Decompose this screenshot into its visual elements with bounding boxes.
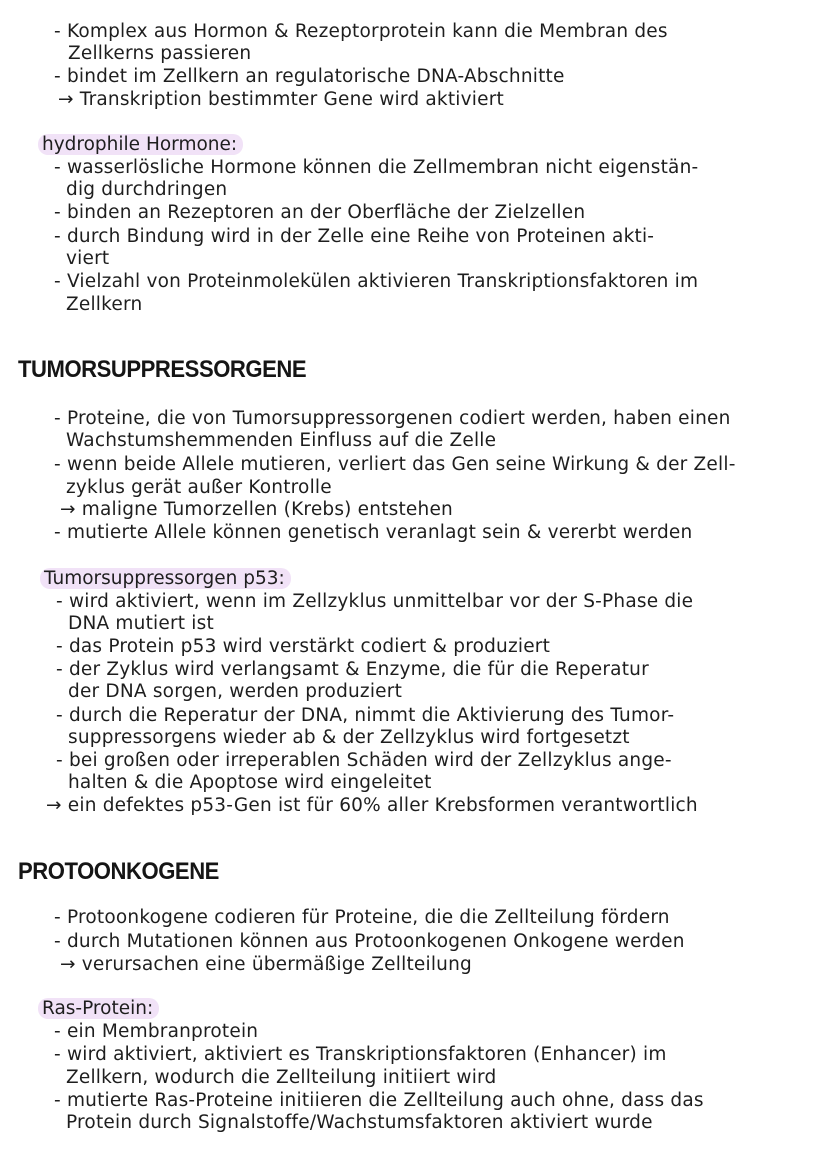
note-line: - ein Membranprotein — [54, 1021, 259, 1042]
note-line: - mutierte Allele können genetisch veranlagt sein & vererbt werden — [54, 522, 693, 543]
note-line: Zellkern — [66, 294, 143, 315]
note-line: - wird aktiviert, aktiviert es Transkriptionsfaktoren (Enhancer) im — [54, 1044, 667, 1065]
note-line: - wird aktiviert, wenn im Zellzyklus unmittelbar vor der S-Phase die — [56, 591, 694, 612]
subheading-highlight: hydrophile Hormone: — [38, 134, 243, 155]
subheading-highlight: Tumorsuppressorgen p53: — [40, 568, 291, 589]
note-line: - das Protein p53 wird verstärkt codiert & produziert — [56, 636, 551, 657]
note-line: DNA mutiert ist — [68, 613, 214, 634]
note-line: - binden an Rezeptoren an der Oberfläche der Zielzellen — [54, 202, 586, 223]
note-line: zyklus gerät außer Kontrolle — [66, 477, 332, 498]
note-line: dig durchdringen — [66, 179, 228, 200]
note-line: Protein durch Signalstoffe/Wachstumsfaktoren aktiviert wurde — [66, 1112, 653, 1133]
subheading-highlight: Ras-Protein: — [38, 998, 159, 1019]
note-line: - bindet im Zellkern an regulatorische DNA-Abschnitte — [54, 66, 565, 87]
heading-tumorsuppressorgene: TUMORSUPPRESSORGENE — [18, 356, 307, 383]
note-line: halten & die Apoptose wird eingeleitet — [68, 772, 432, 793]
note-line: - Protoonkogene codieren für Proteine, die die Zellteilung fördern — [54, 907, 670, 928]
note-line: → ein defektes p53-Gen ist für 60% aller Krebsformen verantwortlich — [46, 795, 698, 816]
note-line: - wasserlösliche Hormone können die Zellmembran nicht eigenstän- — [54, 157, 699, 178]
note-line: - der Zyklus wird verlangsamt & Enzyme, die für die Reperatur — [56, 659, 649, 680]
subheading-p53 — [40, 568, 291, 590]
note-line: - Vielzahl von Proteinmolekülen aktivieren Transkriptionsfaktoren im — [54, 271, 699, 292]
note-line: - Komplex aus Hormon & Rezeptorprotein kann die Membran des — [54, 21, 668, 42]
note-line: - durch Bindung wird in der Zelle eine Reihe von Proteinen akti- — [54, 226, 655, 247]
note-line: viert — [66, 248, 110, 269]
heading-protoonkogene: PROTOONKOGENE — [18, 858, 219, 885]
note-line: Zellkern, wodurch die Zellteilung initiiert wird — [66, 1067, 497, 1088]
note-line: - bei großen oder irreperablen Schäden wird der Zellzyklus ange- — [56, 750, 672, 771]
note-line: - wenn beide Allele mutieren, verliert das Gen seine Wirkung & der Zell- — [54, 454, 736, 475]
note-line: → Transkription bestimmter Gene wird aktiviert — [58, 89, 504, 110]
note-line: - durch Mutationen können aus Protoonkogenen Onkogene werden — [54, 931, 685, 952]
note-line: - durch die Reperatur der DNA, nimmt die Aktivierung des Tumor- — [56, 705, 675, 726]
note-line: - mutierte Ras-Proteine initiieren die Zellteilung auch ohne, dass das — [54, 1090, 704, 1111]
note-line: → maligne Tumorzellen (Krebs) entstehen — [60, 499, 453, 520]
note-line: Wachstumshemmenden Einfluss auf die Zelle — [66, 430, 497, 451]
note-line: Zellkerns passieren — [68, 43, 252, 64]
note-line: suppressorgens wieder ab & der Zellzyklus wird fortgesetzt — [68, 727, 630, 748]
note-line: → verursachen eine übermäßige Zellteilung — [60, 954, 472, 975]
note-line: der DNA sorgen, werden produziert — [68, 681, 403, 702]
note-line: - Proteine, die von Tumorsuppressorgenen codiert werden, haben einen — [54, 408, 731, 429]
subheading-hydrophile-hormone — [38, 134, 243, 156]
subheading-ras-protein — [38, 998, 159, 1020]
